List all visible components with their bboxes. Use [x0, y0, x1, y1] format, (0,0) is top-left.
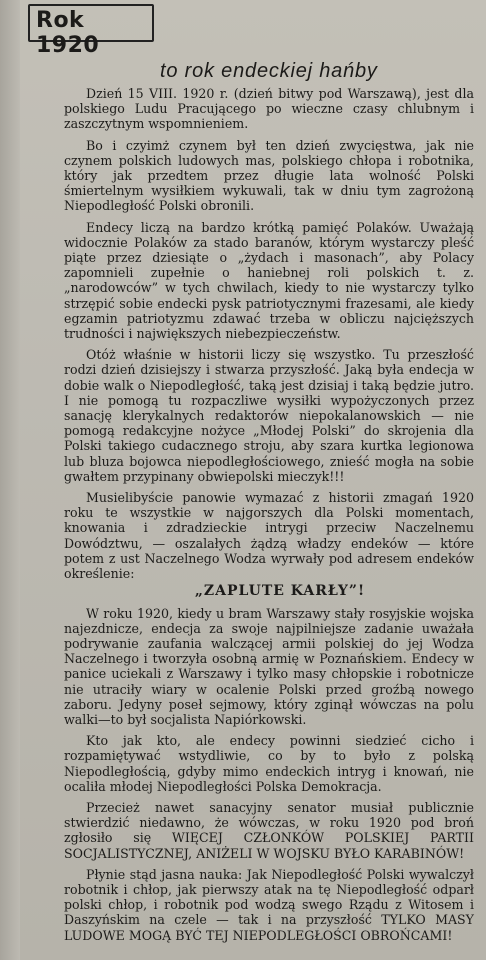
paragraph-2: Bo i czyimż czynem był ten dzień zwycięstwa, jak nie czynem polskich ludowych mas, polskiego chłopa i robotnika, który jak przedtem przez długie lata wolność Polski śmiertelnym wysiłkiem wykuwali, tak w dniu tym zagrożoną Niepodległość Polski obronili. [64, 137, 474, 214]
headline-box [28, 4, 154, 58]
paragraph-3: Endecy liczą na bardzo krótką pamięć Polaków. Uważają widocznie Polaków za stado baranów, którym wystarczy pleść piąte przez dziesiąte o „żydach i masonach”, aby Polacy zapomnieli zupełnie o haniebnej roli polskich t. z. „narodowców” w tych chwilach, kiedy to nie wystarczy tylko strzępić sobie endecki pysk patriotycznymi frazesami, ale kiedy egzamin patriotyzmu zdawać trzeba w obliczu najcięższych trudności i największych niebezpieczeństw. [64, 219, 474, 342]
paragraph-5: Musielibyście panowie wymazać z historii zmagań 1920 roku te wszystkie w najgorszych dla Polski momentach, knowania i zdradzieckie intrygi przeciw Naczelnemu Dowództwu, — oszalałych żądzą władzy endeków — które potem z ust Naczelnego Wodza wyrwały pod adresem endeków określenie: [64, 490, 474, 582]
subheadline: to rok endeckiej hańby [160, 60, 378, 82]
article-body [64, 86, 474, 949]
paragraph-4: Otóż właśnie w historii liczy się wszystko. Tu przeszłość rodzi dzień dzisiejszy i stwarza przyszłość. Jaką była endecja w dobie walk o Niepodległość, taką jest dzisiaj i taką będzie jutro. I nie pomogą tu rozpaczliwe wysiłki wypożyczonych przez sanację klerykalnych redaktorów niepokalanowskich — nie pomogą redakcyjne nożyce „Młodej Polski” do skrojenia dla Polski takiego cudacznego stroju, aby szara kurtka legionowa lub bluza bojowca niepodległościowego, znieść mogła na sobie gwałtem przypinany obwiepolski mieczyk!!! [64, 347, 474, 484]
paragraph-6: W roku 1920, kiedy u bram Warszawy stały rosyjskie wojska najezdnicze, endecja za swoje najpilniejsze zadanie uważała podrywanie zaufania walczącej armii polskiej do jej Wodza Naczelnego i tworzyła osobną armię w Poznańskiem. Endecy w panice uciekali z Warszawy i tylko masy chłopskie i robotnicze nie utraciły wiary w ocalenie Polski przed groźbą nowego zaboru. Jedyny poseł sejmowy, który zginął wówczas na polu walki—to był socjalista Napiórkowski. [64, 605, 474, 727]
paragraph-7: Kto jak kto, ale endecy powinni siedzieć cicho i rozpamiętywać wstydliwie, co by to było z polską Niepodległością, gdyby mimo endeckich intryg i knowań, nie ocaliła młodej Niepodległości Polska Demokracja. [64, 733, 474, 794]
paragraph-senator: Przecież nawet sanacyjny senator musiał publicznie stwierdzić niedawno, że wówczas, w roku 1920 pod broń zgłosiło się WIĘCEJ CZŁONKÓW POLSKIEJ PARTII SOCJALISTYCZNEJ, ANIŻELI W WOJSKU BYŁO KARABINÓW! [64, 799, 474, 861]
headline: Rok 1920 [36, 8, 100, 58]
paragraph-final: Płynie stąd jasna nauka: Jak Niepodległość Polski wywalczył robotnik i chłop, jak pierwszy atak na tę Niepodległość odparł polski chłop, i robotnik pod wodzą swego Rządu z Witosem i Daszyńskim na czele — tak i na przyszłość TYLKO MASY LUDOWE MOGĄ BYĆ TEJ NIEPODLEGŁOŚCI OBROŃCAMI! [64, 866, 474, 943]
slogan-zaplute-karly: „ZAPLUTE KARŁY”! [194, 583, 366, 600]
paragraph-1: Dzień 15 VIII. 1920 r. (dzień bitwy pod Warszawą), jest dla polskiego Ludu Pracującego po wieczne czasy chlubnym i zaszczytnym wspomnieniem. [64, 86, 474, 132]
page-edge-shadow [0, 0, 20, 960]
